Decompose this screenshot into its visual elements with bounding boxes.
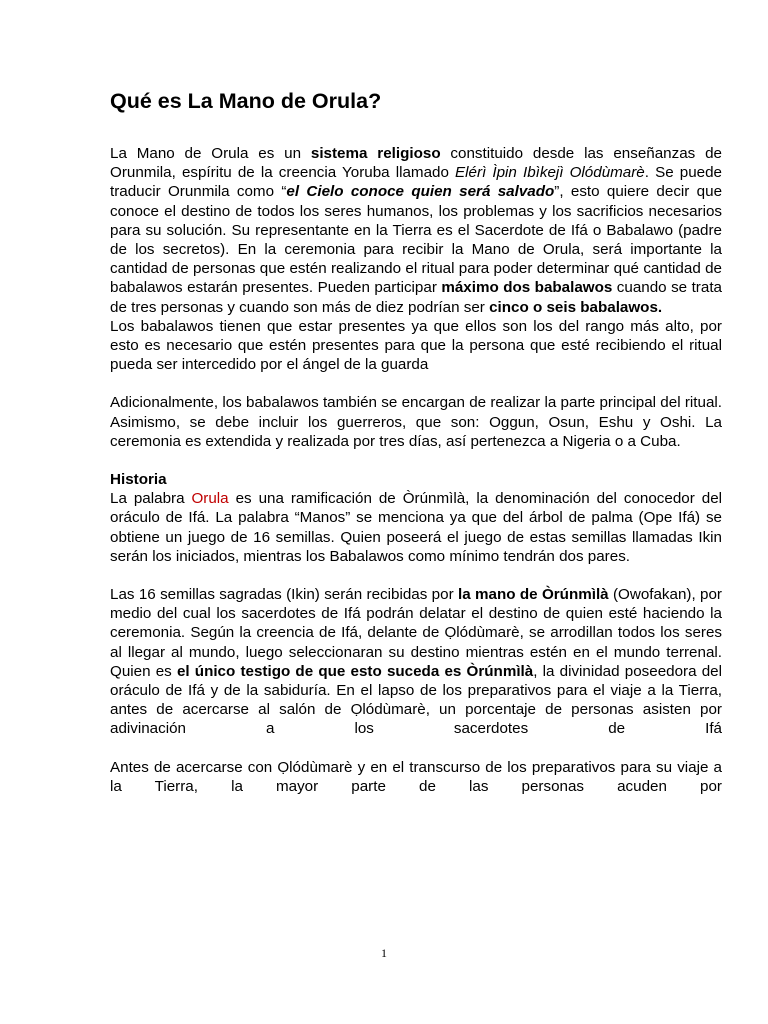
page-title: Qué es La Mano de Orula? <box>110 89 382 113</box>
bold-term: la mano de Òrúnmìlà <box>458 586 609 604</box>
text-run: constituido desde las enseñanzas de Orunmila, espíritu de la creencia Yoruba llamado <box>110 145 722 182</box>
text-run: . Se puede traducir Orunmila como “ <box>110 164 723 201</box>
paragraph-intro <box>110 144 722 374</box>
bold-term: cinco o seis babalawos. <box>489 298 663 316</box>
bold-term: el único testigo de que esto suceda es Òrúnmìlà <box>176 662 534 680</box>
bold-italic-quote: el Cielo conoce quien será salvado <box>286 183 555 201</box>
highlighted-word: Orula <box>191 490 229 508</box>
text-run: La Mano de Orula es un <box>110 145 311 162</box>
section-heading-historia: Historia <box>110 471 167 489</box>
text-run: (Owofakan), por medio del cual los sacerdotes de Ifá podrán delatar el destino de quien esté haciendo la ceremonia. Según la creencia de Ifá, delante de Ọlódùmarè, se arrodillan todos los seres al llegar al mundo, luego seleccionaran su destino mientras estén en el mundo terrenal. Quien es <box>110 586 722 680</box>
paragraph-history <box>110 489 722 566</box>
paragraph-continuation: Antes de acercarse con Ọlódùmarè y en el transcurso de los preparativos para su viaje a la Tierra, la mayor parte de las personas acuden por <box>110 758 722 795</box>
text-run: ”, esto quiere decir que conoce el destino de todos los seres humanos, los problemas y los sacrificios necesarios para su solución. Su representante en la Tierra es el Sacerdote de Ifá o Babalawo (padre de los secretos). En la ceremonia para recibir la Mano de Orula, será importante la cantidad de personas que estén realizando el ritual para poder determinar qué cantidad de babalawos estarán presentes. Pueden participar <box>110 183 723 297</box>
page-number: 1 <box>381 946 387 960</box>
paragraph-additional: Adicionalmente, los babalawos también se encargan de realizar la parte principal del ritual. Asimismo, se debe incluir los guerreros, que son: Oggun, Osun, Eshu y Oshi. La ceremonia es extendida y realizada por tres días, así pertenezca a Nigeria o a Cuba. <box>110 394 722 450</box>
paragraph-seeds <box>110 585 722 739</box>
bold-term: sistema religioso <box>310 145 441 162</box>
text-run: Las 16 semillas sagradas (Ikin) serán recibidas por <box>110 586 458 604</box>
bold-term: máximo dos babalawos <box>441 279 613 297</box>
text-run: La palabra <box>110 490 192 508</box>
text-run: Los babalawos tienen que estar presentes ya que ellos son los del rango más alto, por esto es necesario que estén presentes para que la persona que esté recibiendo el ritual pueda ser intercedido por el ángel de la guarda <box>110 317 722 374</box>
text-run: cuando se trata de tres personas y cuando son más de diez podrían ser <box>110 279 722 316</box>
italic-term: Elérì Ìpin Ibìkejì Olódùmarè <box>455 164 645 182</box>
text-run: , la divinidad poseedora del oráculo de Ifá y de la sabiduría. En el lapso de los preparativos para el viaje a la Tierra, antes de acercarse al salón de Ọlódùmarè, un porcentaje de personas asisten por adivinación a los sacerdotes de Ifá <box>110 662 722 738</box>
text-run: es una ramificación de Òrúnmìlà, la denominación del conocedor del oráculo de Ifá. La palabra “Manos” se menciona ya que del árbol de palma (Ope Ifá) se obtiene un juego de 16 semillas. Quien poseerá el juego de estas semillas llamadas Ikin serán los iniciados, mientras los Babalawos como mínimo tendrán dos pares. <box>110 490 723 565</box>
